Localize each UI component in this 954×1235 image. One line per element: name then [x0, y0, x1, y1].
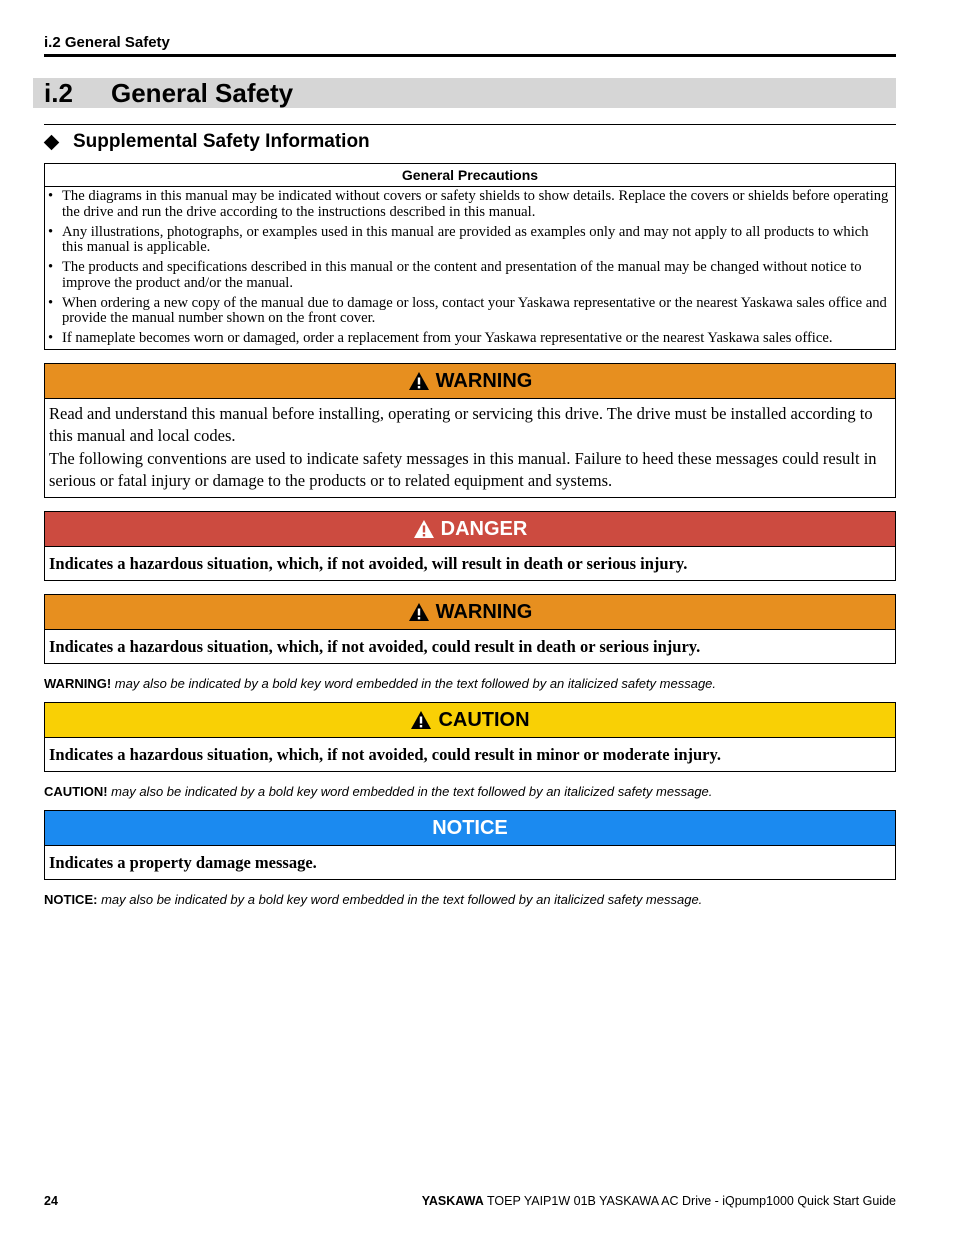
- warning-label: WARNING: [435, 600, 533, 623]
- notice-note: [44, 892, 702, 907]
- section-heading-bar: [33, 78, 896, 108]
- footer-document-info: [422, 1194, 896, 1208]
- subsection-rule: [44, 124, 896, 125]
- list-item: • The diagrams in this manual may be indicated without covers or safety shields to show details. Replace the covers or shields before operating the drive and run the drive according to the instructions described in this manual.: [62, 189, 891, 220]
- notice-note-text: may also be indicated by a bold key word embedded in the text followed by an italicized safety message.: [97, 892, 703, 907]
- danger-box: [44, 511, 896, 581]
- caution-note: [44, 784, 712, 799]
- danger-header: [45, 512, 895, 547]
- list-item: • The products and specifications described in this manual or the content and presentation of the manual may be changed without notice to improve the product and/or the manual.: [62, 260, 891, 291]
- caution-note-text: may also be indicated by a bold key word embedded in the text followed by an italicized safety message.: [107, 784, 713, 799]
- section-number: i.2: [44, 78, 73, 108]
- subsection-heading: [44, 130, 370, 154]
- warning-intro-paragraph: The following conventions are used to indicate safety messages in this manual. Failure to heed these messages could result in serious or fatal injury or damage to the products or to related equipment and systems.: [49, 449, 877, 490]
- notice-text: Indicates a property damage message.: [49, 853, 317, 872]
- warning-intro-label: WARNING: [435, 369, 533, 392]
- warning-intro-header: [45, 364, 895, 399]
- warning-triangle-icon: [408, 371, 430, 391]
- caution-header: [45, 703, 895, 738]
- footer-document-title: TOEP YAIP1W 01B YASKAWA AC Drive - iQpump1000 Quick Start Guide: [483, 1194, 896, 1208]
- list-item: • If nameplate becomes worn or damaged, order a replacement from your Yaskawa representative or the nearest Yaskawa sales office.: [62, 331, 891, 347]
- general-precautions-title: General Precautions: [45, 164, 895, 187]
- warning-triangle-icon: [408, 602, 430, 622]
- caution-triangle-icon: [410, 710, 432, 730]
- notice-note-key: NOTICE:: [44, 892, 98, 907]
- warning-note-text: may also be indicated by a bold key word embedded in the text followed by an italicized safety message.: [111, 676, 717, 691]
- notice-label: NOTICE: [432, 816, 508, 839]
- caution-note-key: CAUTION!: [44, 784, 108, 799]
- general-precautions-list: [45, 187, 895, 349]
- warning-box: [44, 594, 896, 664]
- warning-note-key: WARNING!: [44, 676, 112, 691]
- page-number: 24: [44, 1194, 58, 1208]
- running-head: i.2 General Safety: [44, 34, 170, 51]
- warning-intro-box: [44, 363, 896, 498]
- danger-text: Indicates a hazardous situation, which, if not avoided, will result in death or serious injury.: [49, 554, 688, 573]
- general-precautions-table: [44, 163, 896, 350]
- subsection-title: Supplemental Safety Information: [73, 131, 370, 152]
- warning-header: [45, 595, 895, 630]
- notice-header: [45, 811, 895, 846]
- caution-box: [44, 702, 896, 772]
- warning-text: Indicates a hazardous situation, which, if not avoided, could result in death or serious injury.: [49, 637, 701, 656]
- caution-text: Indicates a hazardous situation, which, if not avoided, could result in minor or moderate injury.: [49, 745, 721, 764]
- footer-brand: YASKAWA: [421, 1194, 484, 1208]
- danger-label: DANGER: [440, 517, 528, 540]
- header-rule: [44, 54, 896, 57]
- section-title: General Safety: [111, 78, 294, 108]
- warning-intro-body: [45, 399, 895, 497]
- caution-label: CAUTION: [438, 708, 530, 731]
- list-item: • When ordering a new copy of the manual due to damage or loss, contact your Yaskawa representative or the nearest Yaskawa sales office and provide the manual number shown on the front cover.: [62, 296, 891, 327]
- warning-intro-paragraph: Read and understand this manual before installing, operating or servicing this drive. The drive must be installed according to this manual and local codes.: [49, 404, 873, 445]
- danger-triangle-icon: [413, 519, 435, 539]
- warning-note: [44, 676, 716, 691]
- notice-box: [44, 810, 896, 880]
- diamond-bullet-icon: [44, 134, 60, 150]
- list-item: • Any illustrations, photographs, or examples used in this manual are provided as examples only and may not apply to all products to which this manual is applicable.: [62, 225, 891, 256]
